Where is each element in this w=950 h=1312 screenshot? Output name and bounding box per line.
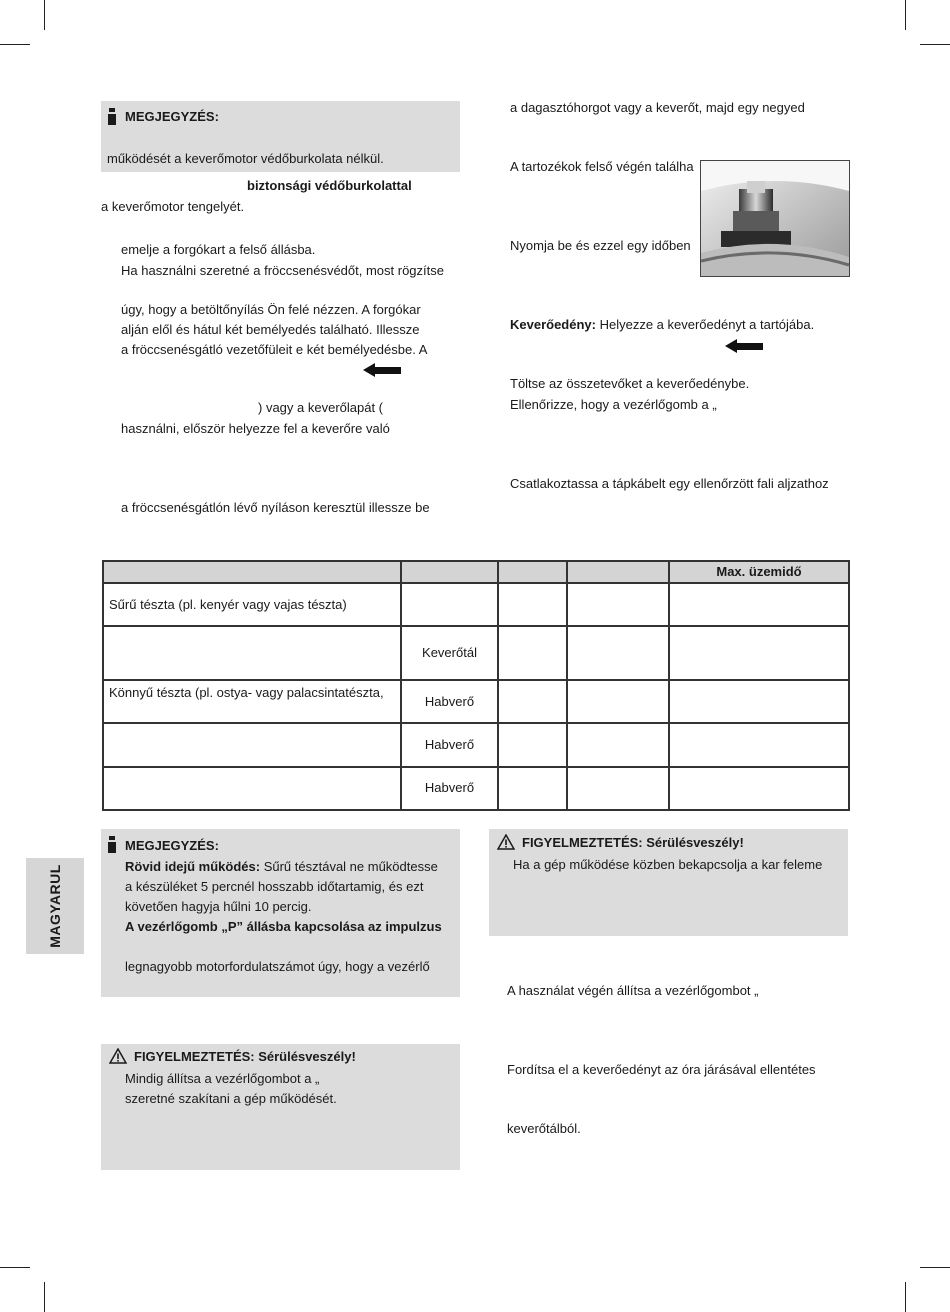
crop-mark bbox=[0, 44, 30, 45]
bold-fragment: biztonsági védőburkolattal bbox=[247, 178, 412, 193]
crop-mark bbox=[44, 0, 45, 30]
table-cell bbox=[103, 626, 401, 679]
instruction-line: alján elől és hátul két bemélyedés található. Illessze bbox=[121, 322, 420, 337]
warning-text: Mindig állítsa a vezérlőgombot a „ bbox=[125, 1071, 320, 1086]
instruction-line: Ha használni szeretné a fröccsenésvédőt, most rögzítse bbox=[121, 263, 444, 278]
table-cell: Habverő bbox=[401, 680, 498, 723]
note-text: A vezérlőgomb „P” állásba kapcsolása az impulzus bbox=[125, 919, 442, 934]
table-header-cell bbox=[401, 561, 498, 583]
right-text: Csatlakoztassa a tápkábelt egy ellenőrzött fali aljzathoz bbox=[510, 476, 829, 491]
warning-text: Ha a gép működése közben bekapcsolja a kar feleme bbox=[513, 857, 823, 872]
table-cell: Habverő bbox=[401, 767, 498, 810]
note-rest: Sűrű tésztával ne működtesse bbox=[260, 859, 438, 874]
right-text: A használat végén állítsa a vezérlőgombot „ bbox=[507, 983, 759, 998]
language-side-tab bbox=[26, 858, 84, 954]
table-header-row bbox=[103, 561, 849, 583]
crop-mark bbox=[905, 0, 906, 30]
table-cell bbox=[103, 723, 401, 766]
warning-title: FIGYELMEZTETÉS: Sérülésveszély! bbox=[522, 835, 744, 850]
instruction-line: emelje a forgókart a felső állásba. bbox=[121, 242, 316, 257]
right-text: Fordítsa el a keverőedényt az óra járásával ellentétes bbox=[507, 1062, 816, 1077]
table-cell bbox=[498, 767, 567, 810]
note-text: követően hagyja hűlni 10 percig. bbox=[125, 899, 312, 914]
table-header-cell bbox=[498, 561, 567, 583]
crop-mark bbox=[920, 1267, 950, 1268]
warning-triangle-icon bbox=[497, 834, 515, 850]
crop-mark bbox=[920, 44, 950, 45]
table-cell bbox=[567, 767, 669, 810]
right-text: Ellenőrizze, hogy a vezérlőgomb a „ bbox=[510, 397, 717, 412]
table-cell: Sűrű tészta (pl. kenyér vagy vajas tészta) bbox=[103, 583, 401, 626]
table-cell bbox=[669, 583, 849, 626]
table-cell bbox=[567, 583, 669, 626]
table-row bbox=[103, 680, 849, 723]
operation-table bbox=[102, 560, 850, 811]
note-title: MEGJEGYZÉS: bbox=[125, 109, 219, 124]
table-header-cell bbox=[103, 561, 401, 583]
crop-mark bbox=[44, 1282, 45, 1312]
instruction-line: ) vagy a keverőlapát ( bbox=[258, 400, 384, 415]
max-runtime-header: Max. üzemidő bbox=[669, 561, 849, 583]
table-cell bbox=[498, 626, 567, 679]
note-title: MEGJEGYZÉS: bbox=[125, 838, 219, 853]
instruction-line: a fröccsenésgátló vezetőfüleit e két bemélyedésbe. A bbox=[121, 342, 428, 357]
note-text bbox=[125, 857, 438, 877]
table-header-cell bbox=[567, 561, 669, 583]
table-row bbox=[103, 723, 849, 766]
table-cell bbox=[498, 723, 567, 766]
arrow-left-icon bbox=[363, 365, 401, 375]
right-text: a dagasztóhorgot vagy a keverőt, majd egy negyed bbox=[510, 100, 805, 115]
right-text: A tartozékok felső végén találha bbox=[510, 159, 694, 174]
crop-mark bbox=[905, 1282, 906, 1312]
right-text bbox=[510, 315, 814, 335]
paragraph-line: a keverőmotor tengelyét. bbox=[101, 199, 245, 214]
table-cell bbox=[567, 626, 669, 679]
warning-triangle-icon bbox=[109, 1048, 127, 1064]
side-tab-label: MAGYARUL bbox=[47, 864, 63, 948]
info-icon bbox=[108, 108, 116, 124]
warning-text: szeretné szakítani a gép működését. bbox=[125, 1091, 337, 1106]
table-cell bbox=[498, 680, 567, 723]
mixer-attachment-photo bbox=[700, 160, 850, 277]
table-cell: Habverő bbox=[401, 723, 498, 766]
table-cell bbox=[103, 767, 401, 810]
info-icon bbox=[108, 836, 116, 852]
table-cell bbox=[401, 583, 498, 626]
table-row bbox=[103, 767, 849, 810]
right-text: Nyomja be és ezzel egy időben bbox=[510, 238, 691, 253]
table-row bbox=[103, 626, 849, 679]
table-cell: Keverőtál bbox=[401, 626, 498, 679]
mixer-attachment-illustration bbox=[701, 161, 849, 276]
note-text: működését a keverőmotor védőburkolata nélkül. bbox=[107, 151, 384, 166]
instruction-line: használni, először helyezze fel a keverőre való bbox=[121, 421, 390, 436]
table-cell bbox=[567, 680, 669, 723]
table-cell bbox=[498, 583, 567, 626]
label-rest: Helyezze a keverőedényt a tartójába. bbox=[595, 317, 815, 332]
table-cell bbox=[567, 723, 669, 766]
note-bold: Rövid idejű működés: bbox=[125, 859, 261, 874]
instruction-line: úgy, hogy a betöltőnyílás Ön felé nézzen. A forgókar bbox=[121, 302, 421, 317]
note-text: a készüléket 5 percnél hosszabb időtartamig, és ezt bbox=[125, 879, 424, 894]
table-cell bbox=[669, 723, 849, 766]
note-text: legnagyobb motorfordulatszámot úgy, hogy a vezérlő bbox=[125, 959, 430, 974]
table-cell bbox=[669, 767, 849, 810]
warning-title: FIGYELMEZTETÉS: Sérülésveszély! bbox=[134, 1049, 356, 1064]
right-text: Töltse az összetevőket a keverőedénybe. bbox=[510, 376, 750, 391]
table-cell bbox=[669, 680, 849, 723]
arrow-left-icon bbox=[725, 341, 763, 351]
bold-label: Keverőedény: bbox=[510, 317, 596, 332]
table-cell: Könnyű tészta (pl. ostya- vagy palacsintatészta, bbox=[103, 680, 401, 723]
table-row bbox=[103, 583, 849, 626]
crop-mark bbox=[0, 1267, 30, 1268]
right-text: keverőtálból. bbox=[507, 1121, 581, 1136]
table-cell bbox=[669, 626, 849, 679]
instruction-line: a fröccsenésgátlón lévő nyíláson keresztül illessze be bbox=[121, 500, 430, 515]
